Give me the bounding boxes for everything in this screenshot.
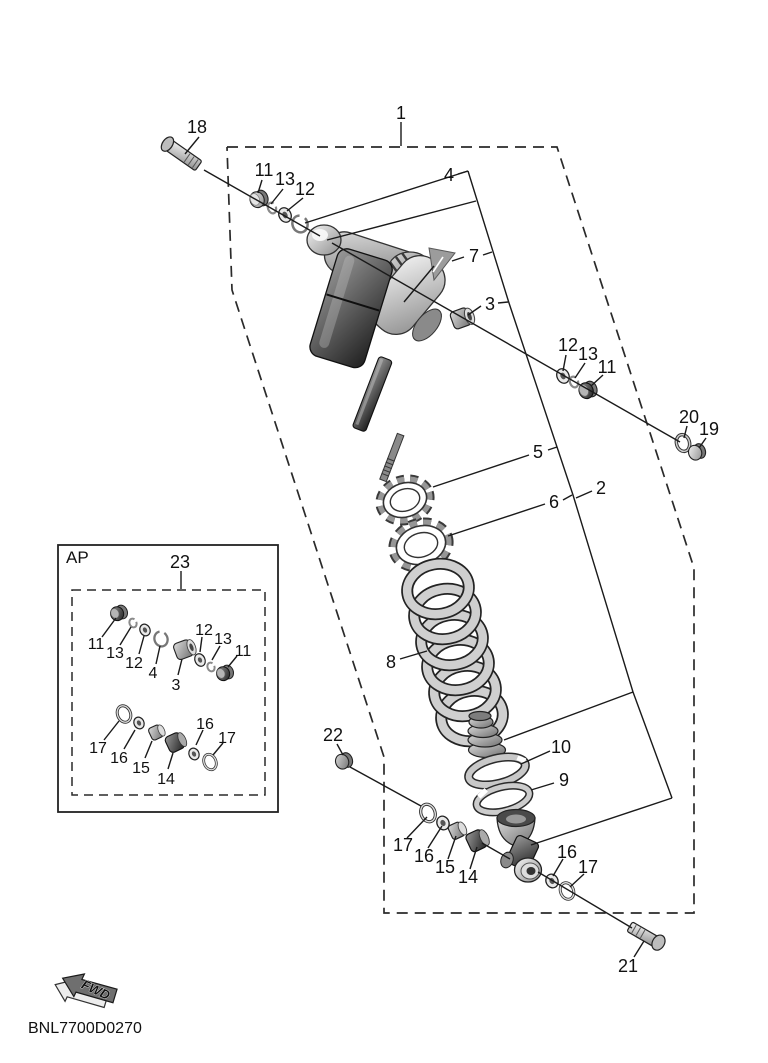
callout-17: 17 (89, 740, 107, 757)
callout-12: 12 (294, 179, 316, 199)
callout-8: 8 (385, 652, 397, 672)
callout-11: 11 (597, 357, 617, 377)
leader-line (350, 767, 421, 806)
leader-line (563, 355, 566, 371)
leader-line (448, 836, 456, 859)
ap-inset-title: AP (66, 548, 89, 567)
callout-13: 13 (577, 344, 599, 364)
callout-13: 13 (106, 645, 124, 662)
leader-line (531, 798, 672, 845)
callout-5: 5 (532, 442, 544, 462)
leader-line (337, 744, 343, 755)
callout-11: 11 (254, 160, 274, 180)
callout-7: 7 (468, 246, 480, 266)
leader-line (271, 189, 283, 204)
callout-16: 16 (413, 846, 435, 866)
leader-line (332, 243, 680, 442)
leader-line (634, 941, 644, 957)
callout-17: 17 (218, 730, 236, 747)
collar-14 (465, 827, 492, 853)
assembly-boundary (227, 147, 694, 913)
bolt-21 (626, 919, 668, 952)
leader-line (433, 455, 529, 487)
callout-13: 13 (274, 169, 296, 189)
callout-13: 13 (214, 631, 232, 648)
leader-line (483, 252, 492, 255)
leader-line (504, 692, 633, 740)
leader-line (448, 504, 545, 536)
leader-line (498, 302, 508, 303)
leader-line (327, 201, 476, 240)
lower-clevis (497, 810, 542, 883)
leader-line (531, 783, 554, 790)
leader-line (563, 495, 572, 500)
leader-line (482, 843, 510, 859)
callout-11: 11 (87, 636, 105, 653)
callout-17: 17 (392, 835, 414, 855)
callout-9: 9 (558, 770, 570, 790)
leader-line (428, 826, 442, 848)
callout-1: 1 (395, 103, 407, 123)
callout-23: 23 (169, 552, 191, 572)
callout-17: 17 (577, 857, 599, 877)
callout-3: 3 (484, 294, 496, 314)
callout-14: 14 (457, 867, 479, 887)
callout-12: 12 (195, 622, 213, 639)
callout-21: 21 (617, 956, 639, 976)
leader-line (452, 257, 464, 261)
leader-line (575, 363, 585, 378)
rod-threaded-end (379, 433, 404, 482)
callout-11: 11 (234, 643, 252, 660)
callout-16: 16 (196, 716, 214, 733)
fwd-arrow-label: FWD (79, 976, 113, 1003)
leader-line (538, 872, 632, 928)
callout-18: 18 (186, 117, 208, 137)
callout-16: 16 (556, 842, 578, 862)
callout-19: 19 (698, 419, 720, 439)
callout-15: 15 (434, 857, 456, 877)
callout-20: 20 (678, 407, 700, 427)
callout-14: 14 (157, 771, 175, 788)
callout-16: 16 (110, 750, 128, 767)
callout-12: 12 (557, 335, 579, 355)
callout-4: 4 (148, 665, 158, 682)
callout-2: 2 (595, 478, 607, 498)
callout-6: 6 (548, 492, 560, 512)
fwd-arrow (51, 965, 119, 1020)
leader-line (185, 137, 199, 154)
callout-10: 10 (550, 737, 572, 757)
diagram-part-number: BNL7700D0270 (28, 1020, 142, 1037)
leader-line (548, 447, 557, 450)
leader-line (576, 491, 592, 498)
callout-12: 12 (125, 655, 143, 672)
callout-15: 15 (132, 760, 150, 777)
leader-line (287, 198, 303, 211)
callout-3: 3 (171, 677, 181, 694)
coil-spring (403, 559, 507, 746)
callout-22: 22 (322, 725, 344, 745)
callout-4: 4 (443, 165, 455, 185)
